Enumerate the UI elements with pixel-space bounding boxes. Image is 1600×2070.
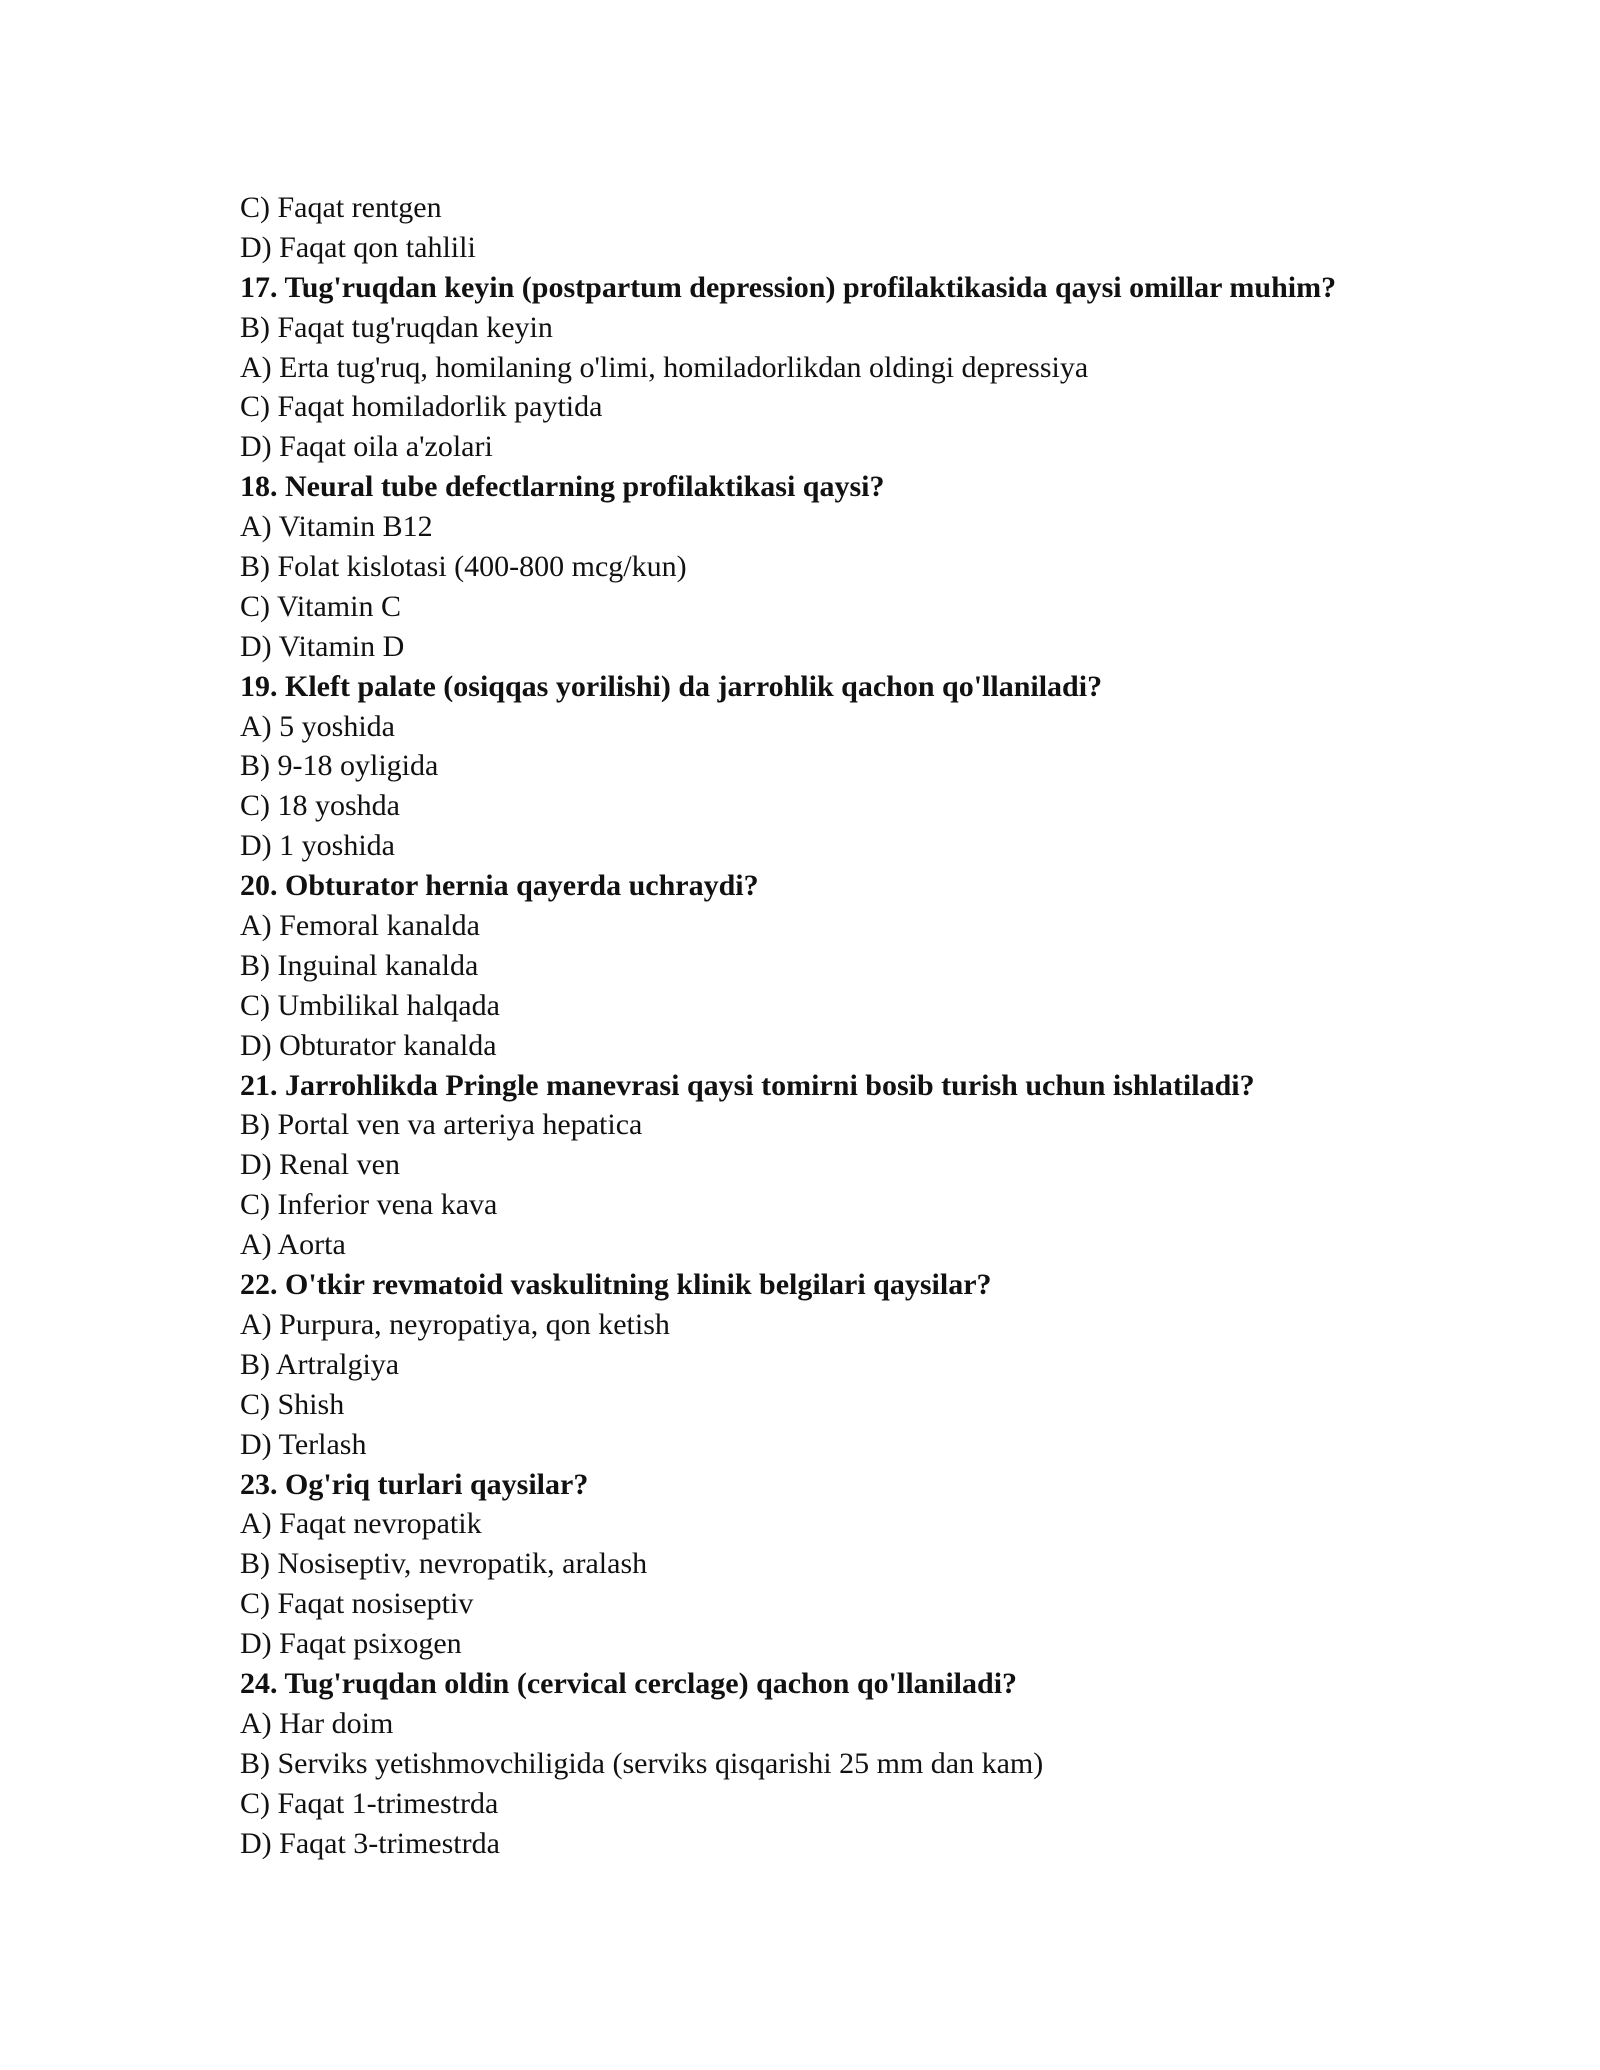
answer-option: B) Serviks yetishmovchiligida (serviks qisqarishi 25 mm dan kam) (240, 1746, 1044, 1780)
answer-option: A) Femoral kanalda (240, 909, 480, 943)
answer-option: C) Faqat 1-trimestrda (240, 1786, 499, 1820)
answer-option: B) Inguinal kanalda (240, 948, 479, 982)
answer-option: C) Umbilikal halqada (240, 988, 500, 1022)
answer-option: D) Renal ven (240, 1148, 400, 1182)
answer-option: B) Folat kislotasi (400-800 mcg/kun) (240, 550, 687, 584)
question-18: 18. Neural tube defectlarning profilaktikasi qaysi? (240, 470, 885, 504)
answer-option: D) 1 yoshida (240, 829, 395, 863)
answer-option: C) Shish (240, 1387, 345, 1421)
answer-option: D) Obturator kanalda (240, 1028, 497, 1062)
answer-option: D) Faqat oila a'zolari (240, 430, 493, 464)
answer-option: C) Faqat homiladorlik paytida (240, 390, 603, 424)
answer-option: B) 9-18 oyligida (240, 749, 439, 783)
question-19: 19. Kleft palate (osiqqas yorilishi) da jarrohlik qachon qo'llaniladi? (240, 669, 1103, 703)
answer-option: C) 18 yoshda (240, 789, 400, 823)
answer-option: A) 5 yoshida (240, 709, 395, 743)
answer-option: B) Nosiseptiv, nevropatik, aralash (240, 1547, 648, 1581)
answer-option: D) Faqat qon tahlili (240, 230, 476, 264)
question-24: 24. Tug'ruqdan oldin (cervical cerclage) qachon qo'llaniladi? (240, 1666, 1018, 1700)
question-21: 21. Jarrohlikda Pringle manevrasi qaysi tomirni bosib turish uchun ishlatiladi? (240, 1068, 1255, 1102)
question-17: 17. Tug'ruqdan keyin (postpartum depression) profilaktikasida qaysi omillar muhim? (240, 270, 1337, 304)
answer-option: A) Har doim (240, 1706, 394, 1740)
answer-option: D) Terlash (240, 1427, 367, 1461)
answer-option: B) Portal ven va arteriya hepatica (240, 1108, 643, 1142)
answer-option: A) Aorta (240, 1228, 346, 1262)
answer-option: C) Faqat rentgen (240, 191, 442, 224)
question-20: 20. Obturator hernia qayerda uchraydi? (240, 869, 759, 903)
question-22: 22. O'tkir revmatoid vaskulitning klinik belgilari qaysilar? (240, 1268, 992, 1302)
answer-option: A) Faqat nevropatik (240, 1507, 482, 1541)
answer-option: A) Erta tug'ruq, homilaning o'limi, homiladorlikdan oldingi depressiya (240, 350, 1089, 384)
answer-option: C) Faqat nosiseptiv (240, 1587, 474, 1621)
answer-option: C) Inferior vena kava (240, 1188, 498, 1222)
answer-option: A) Vitamin B12 (240, 510, 433, 544)
answer-option: B) Faqat tug'ruqdan keyin (240, 310, 553, 344)
answer-option: D) Vitamin D (240, 629, 405, 663)
answer-option: D) Faqat psixogen (240, 1627, 462, 1661)
answer-option: B) Artralgiya (240, 1347, 400, 1381)
answer-option: A) Purpura, neyropatiya, qon ketish (240, 1307, 670, 1341)
answer-option: C) Vitamin C (240, 589, 401, 623)
question-23: 23. Og'riq turlari qaysilar? (240, 1467, 589, 1501)
answer-option: D) Faqat 3-trimestrda (240, 1826, 500, 1860)
document-page (240, 188, 1440, 1863)
